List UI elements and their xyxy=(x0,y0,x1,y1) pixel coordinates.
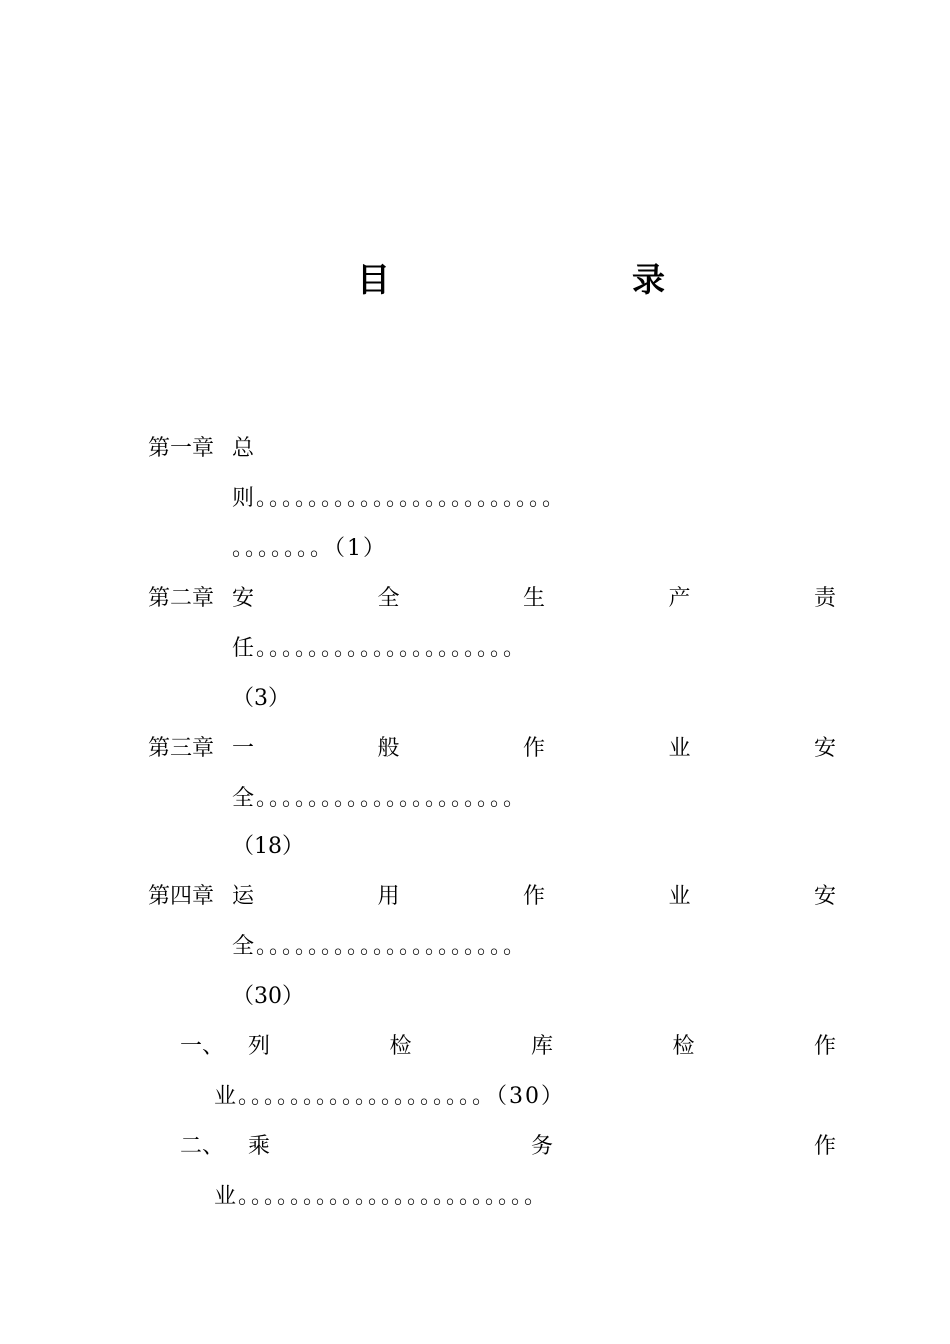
chapter-label: 第四章 xyxy=(148,884,215,909)
heading-char: 生 xyxy=(522,586,545,611)
heading-char: 一 xyxy=(232,736,255,761)
chapter-label: 第三章 xyxy=(148,736,215,761)
heading-char: 作 xyxy=(522,884,545,909)
heading-char: 业 xyxy=(668,736,691,761)
heading-char: 检 xyxy=(672,1034,695,1059)
toc-heading xyxy=(248,1132,836,1162)
heading-char: 全 xyxy=(377,586,400,611)
chapter-label: 第二章 xyxy=(148,586,215,611)
heading-char: 检 xyxy=(389,1034,412,1059)
title-char-1: 目 xyxy=(357,260,390,299)
section-label: 一、 xyxy=(180,1034,225,1059)
toc-leader: 全。。。。。。。。。。。。。。。。。。。。 xyxy=(232,934,528,959)
page-title xyxy=(0,254,950,304)
heading-char: 业 xyxy=(668,884,691,909)
heading-char: 乘 xyxy=(248,1134,271,1159)
heading-char: 产 xyxy=(668,586,691,611)
heading-char: 作 xyxy=(522,736,545,761)
toc-heading xyxy=(248,1032,836,1062)
toc-leader: 全。。。。。。。。。。。。。。。。。。。。 xyxy=(232,786,528,811)
toc-heading: 总 xyxy=(232,436,255,461)
section-label: 二、 xyxy=(180,1134,225,1159)
heading-char: 责 xyxy=(813,586,836,611)
heading-char: 安 xyxy=(232,586,255,611)
heading-char: 用 xyxy=(377,884,400,909)
chapter-label: 第一章 xyxy=(148,436,215,461)
toc-leader: 则。。。。。。。。。。。。。。。。。。。。。。。 xyxy=(232,486,567,511)
heading-char: 列 xyxy=(248,1034,271,1059)
toc-page-number: （3） xyxy=(232,686,290,711)
toc-page-number: （30） xyxy=(232,984,304,1009)
heading-char: 作 xyxy=(813,1034,836,1059)
heading-char: 作 xyxy=(813,1134,836,1159)
toc-page-number: （18） xyxy=(232,834,304,859)
toc-leader-page: 业。。。。。。。。。。。。。。。。。。。（30） xyxy=(214,1084,565,1109)
heading-char: 库 xyxy=(530,1034,553,1059)
heading-char: 般 xyxy=(377,736,400,761)
toc-heading xyxy=(232,734,836,764)
toc-leader-page: 。。。。。。。（1） xyxy=(232,536,387,561)
toc-heading xyxy=(232,584,836,614)
heading-char: 安 xyxy=(813,736,836,761)
heading-char: 务 xyxy=(530,1134,553,1159)
toc-leader: 任。。。。。。。。。。。。。。。。。。。。 xyxy=(232,636,528,661)
heading-char: 运 xyxy=(232,884,255,909)
heading-char: 安 xyxy=(813,884,836,909)
title-char-2: 录 xyxy=(632,260,665,299)
toc-heading xyxy=(232,882,836,912)
toc-leader: 业。。。。。。。。。。。。。。。。。。。。。。。 xyxy=(214,1184,549,1209)
